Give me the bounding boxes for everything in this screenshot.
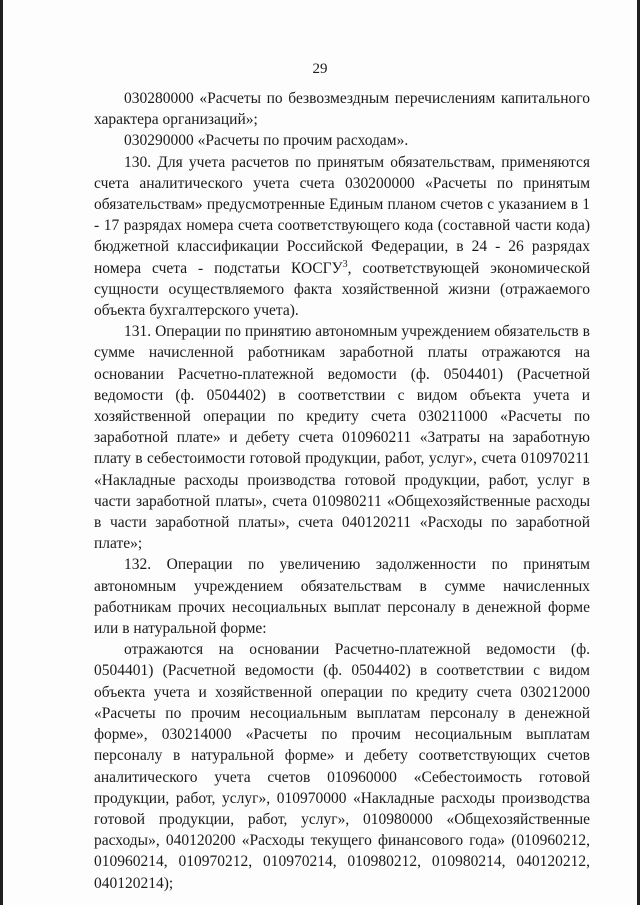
paragraph-130-text-after: , соответствующей экономической сущности осуществляемого факта хозяйственной жизни (отражаемого объекта бухгалтерского учета). <box>94 259 590 320</box>
paragraph-030290000: 030290000 «Расчеты по прочим расходам». <box>124 132 409 150</box>
paragraph-item-130 <box>94 152 590 322</box>
document-body <box>94 88 590 894</box>
paragraph-item-132-posting: отражаются на основании Расчетно-платежной ведомости (ф. 0504401) (Расчетной ведомости (ф. 0504402) в соответствии с видом объекта учета и хозяйственной операции по кредиту счета 030212000 «Расчеты по прочим несоциальным выплатам персоналу в денежной форме», 030214000 «Расчеты по прочим несоциальным выплатам персоналу в натуральной форме» и дебету соответствующих счетов аналитического учета счетов 010960000 «Себестоимость готовой продукции, работ, услуг», 010970000 «Накладные расходы производства готовой продукции, работ, услуг», 010980000 «Общехозяйственные расходы», 040120200 «Расходы текущего финансового года» (010960212, 010960214, 010970212, 010970214, 010980212, 010980214, 040120212, 040120214); <box>94 641 590 892</box>
paragraph-item-132: 132. Операции по увеличению задолженности по принятым автономным учреждением обязательствам в сумме начисленных работникам прочих несоциальных выплат персоналу в денежной форме или в натуральной форме: <box>94 556 590 638</box>
paragraph-item-131: 131. Операции по принятию автономным учреждением обязательств в сумме начисленной работникам заработной платы отражаются на основании Расчетно-платежной ведомости (ф. 0504401) (Расчетной ведомости (ф. 0504402) в соответствии с видом объекта учета и хозяйственной операции по кредиту счета 030211000 «Расчеты по заработной плате» и дебету счета 010960211 «Затраты на заработную плату в себестоимости готовой продукции, работ, услуг», счета 010970211 «Накладные расходы производства готовой продукции, работ, услуг в части заработной платы», счета 010980211 «Общехозяйственные расходы в части заработной платы», счета 040120211 «Расходы по заработной плате»; <box>94 323 590 553</box>
paragraph-030280000: 030280000 «Расчеты по безвозмездным перечислениям капитального характера организаций»; <box>94 90 590 129</box>
footnote-reference: 3 <box>342 258 348 270</box>
page-number: 29 <box>312 61 328 77</box>
scan-border-left <box>0 0 3 905</box>
paragraph-130-text-before: 130. Для учета расчетов по принятым обязательствам, применяются счета аналитического учета счета 030200000 «Расчеты по принятым обязательствам» предусмотренные Единым планом счетов с указанием в 1 - 17 разрядах номера счета соответствующего кода (составной части кода) бюджетной классификации Российской Федерации, в 24 - 26 разрядах номера счета - подстатьи КОСГУ <box>94 153 590 277</box>
